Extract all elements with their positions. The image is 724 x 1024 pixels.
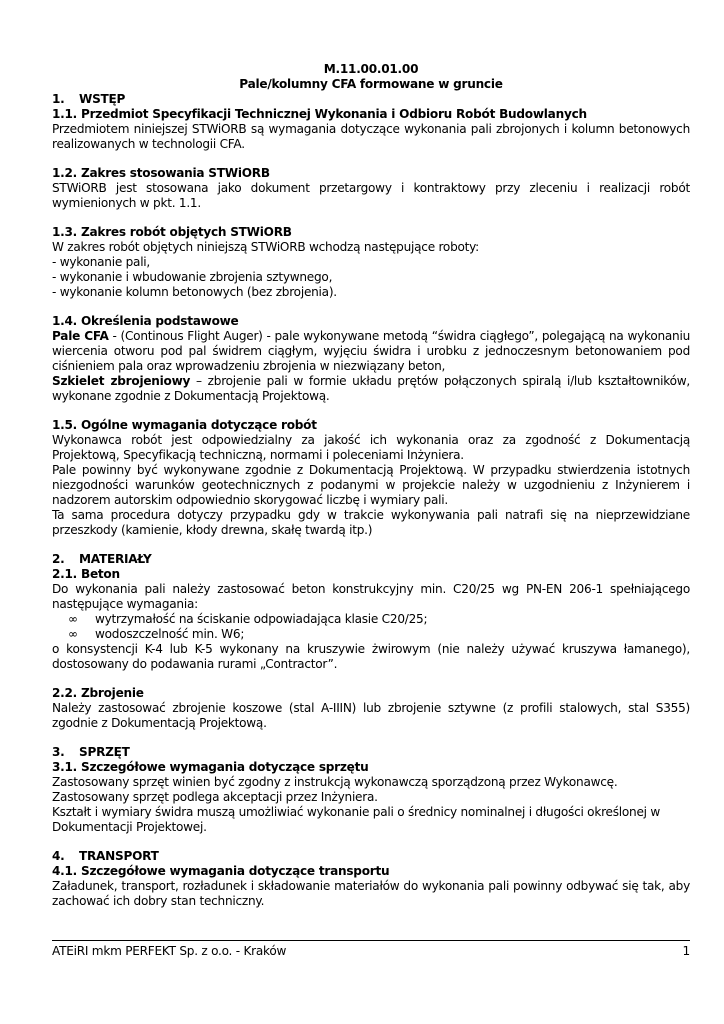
definition-paragraph: [52, 329, 690, 374]
bullet-item: [52, 627, 690, 642]
subsection-1-1-heading: 1.1. Przedmiot Specyfikacji Technicznej Wykonania i Odbioru Robót Budowlanych: [52, 107, 587, 121]
subsection-1-1-text: Przedmiotem niniejszej STWiORB są wymagania dotyczące wykonania pali zbrojonych i kolumn betonowych realizowanych w technologii CFA.: [52, 122, 690, 151]
page-number: 1: [682, 944, 690, 958]
section-number: 2.: [52, 552, 65, 566]
section-title: TRANSPORT: [79, 849, 159, 863]
list-item: - wykonanie pali,: [52, 255, 151, 269]
subsection-2-2-heading: 2.2. Zbrojenie: [52, 686, 144, 700]
list-item: - wykonanie kolumn betonowych (bez zbrojenia).: [52, 285, 337, 299]
subsection-1-5-heading: 1.5. Ogólne wymagania dotyczące robót: [52, 418, 317, 432]
paragraph: Do wykonania pali należy zastosować beton konstrukcyjny min. C20/25 wg PN-EN 206-1 spełniającego następujące wymagania:: [52, 582, 690, 611]
paragraph: Kształt i wymiary świdra muszą umożliwiać wykonanie pali o średnicy nominalnej i długości określonej w Dokumentacji Projektowej.: [52, 805, 660, 834]
paragraph: Pale powinny być wykonywane zgodnie z Dokumentacją Projektową. W przypadku stwierdzenia istotnych niezgodności warunków geotechnicznych z podanymi w projekcie należy w uzgodnieniu z Inżynierem i nadzorem autorskim odpowiednio skorygować liczbę i wymiary pali.: [52, 463, 690, 507]
subsection-1-3-heading: 1.3. Zakres robót objętych STWiORB: [52, 225, 292, 239]
infinity-bullet-icon: ∞: [68, 627, 78, 641]
subsection-1-2-heading: 1.2. Zakres stosowania STWiORB: [52, 166, 270, 180]
paragraph: Wykonawca robót jest odpowiedzialny za jakość ich wykonania oraz za zgodność z Dokumentacją Projektową, Specyfikacją techniczną, normami i poleceniami Inżyniera.: [52, 433, 690, 462]
definition-text: - (Continous Flight Auger) - pale wykonywane metodą “świdra ciągłego”, polegającą na wykonaniu wiercenia otworu pod pal świdrem ciągłym, wyjęciu świdra i urobku z jednoczesnym betonowaniem pod ciśnieniem pala oraz wprowadzeniu zbrojenia w niezwiązany beton,: [52, 329, 690, 373]
paragraph: Zastosowany sprzęt winien być zgodny z instrukcją wykonawczą sporządzoną przez Wykonawcę.: [52, 775, 618, 789]
section-3-heading: [52, 745, 690, 760]
section-number: 1.: [52, 92, 65, 106]
definition-text: – zbrojenie pali w formie układu prętów połączonych spiralą i/lub kształtowników, wykonane zgodnie z Dokumentacją Projektową.: [52, 374, 690, 403]
subsection-3-1-heading: 3.1. Szczegółowe wymagania dotyczące sprzętu: [52, 760, 369, 774]
definition-term: Szkielet zbrojeniowy: [52, 374, 191, 388]
spec-title: Pale/kolumny CFA formowane w gruncie: [239, 77, 503, 91]
page-footer: [52, 940, 690, 958]
section-number: 4.: [52, 849, 65, 863]
section-title: MATERIAŁY: [79, 552, 152, 566]
definition-term: Pale CFA: [52, 329, 109, 343]
subsection-2-1-heading: 2.1. Beton: [52, 567, 120, 581]
section-2-heading: [52, 552, 690, 567]
spec-code: M.11.00.01.00: [323, 62, 419, 76]
section-4-heading: [52, 849, 690, 864]
bullet-text: wodoszczelność min. W6;: [95, 627, 245, 641]
footer-company: ATEiRI mkm PERFEKT Sp. z o.o. - Kraków: [52, 944, 287, 958]
paragraph: Zastosowany sprzęt podlega akceptacji przez Inżyniera.: [52, 790, 378, 804]
paragraph: Ta sama procedura dotyczy przypadku gdy w trakcie wykonywania pali natrafi się na nieprzewidziane przeszkody (kamienie, kłody drewna, skałę twardą itp.): [52, 508, 690, 537]
definition-paragraph: [52, 374, 690, 404]
subsection-1-3-intro: W zakres robót objętych niniejszą STWiORB wchodzą następujące roboty:: [52, 240, 480, 254]
infinity-bullet-icon: ∞: [68, 612, 78, 626]
paragraph: Należy zastosować zbrojenie koszowe (stal A-IIIN) lub zbrojenie sztywne (z profili stalowych, stal S355) zgodnie z Dokumentacją Projektową.: [52, 701, 690, 730]
section-title: WSTĘP: [79, 92, 126, 106]
section-1-heading: [52, 92, 690, 107]
bullet-text: wytrzymałość na ściskanie odpowiadająca klasie C20/25;: [95, 612, 428, 626]
bullet-item: [52, 612, 690, 627]
subsection-4-1-heading: 4.1. Szczegółowe wymagania dotyczące transportu: [52, 864, 390, 878]
document-body: [52, 62, 690, 909]
list-item: - wykonanie i wbudowanie zbrojenia sztywnego,: [52, 270, 333, 284]
subsection-1-2-text: STWiORB jest stosowana jako dokument przetargowy i kontraktowy przy zleceniu i realizacji robót wymienionych w pkt. 1.1.: [52, 181, 690, 210]
subsection-1-4-heading: 1.4. Określenia podstawowe: [52, 314, 239, 328]
paragraph: Załadunek, transport, rozładunek i składowanie materiałów do wykonania pali powinny odbywać się tak, aby zachować ich dobry stan techniczny.: [52, 879, 690, 908]
paragraph: o konsystencji K-4 lub K-5 wykonany na kruszywie żwirowym (nie należy używać kruszywa łamanego), dostosowany do podawania rurami „Contractor”.: [52, 642, 690, 671]
section-title: SPRZĘT: [79, 745, 130, 759]
section-number: 3.: [52, 745, 65, 759]
